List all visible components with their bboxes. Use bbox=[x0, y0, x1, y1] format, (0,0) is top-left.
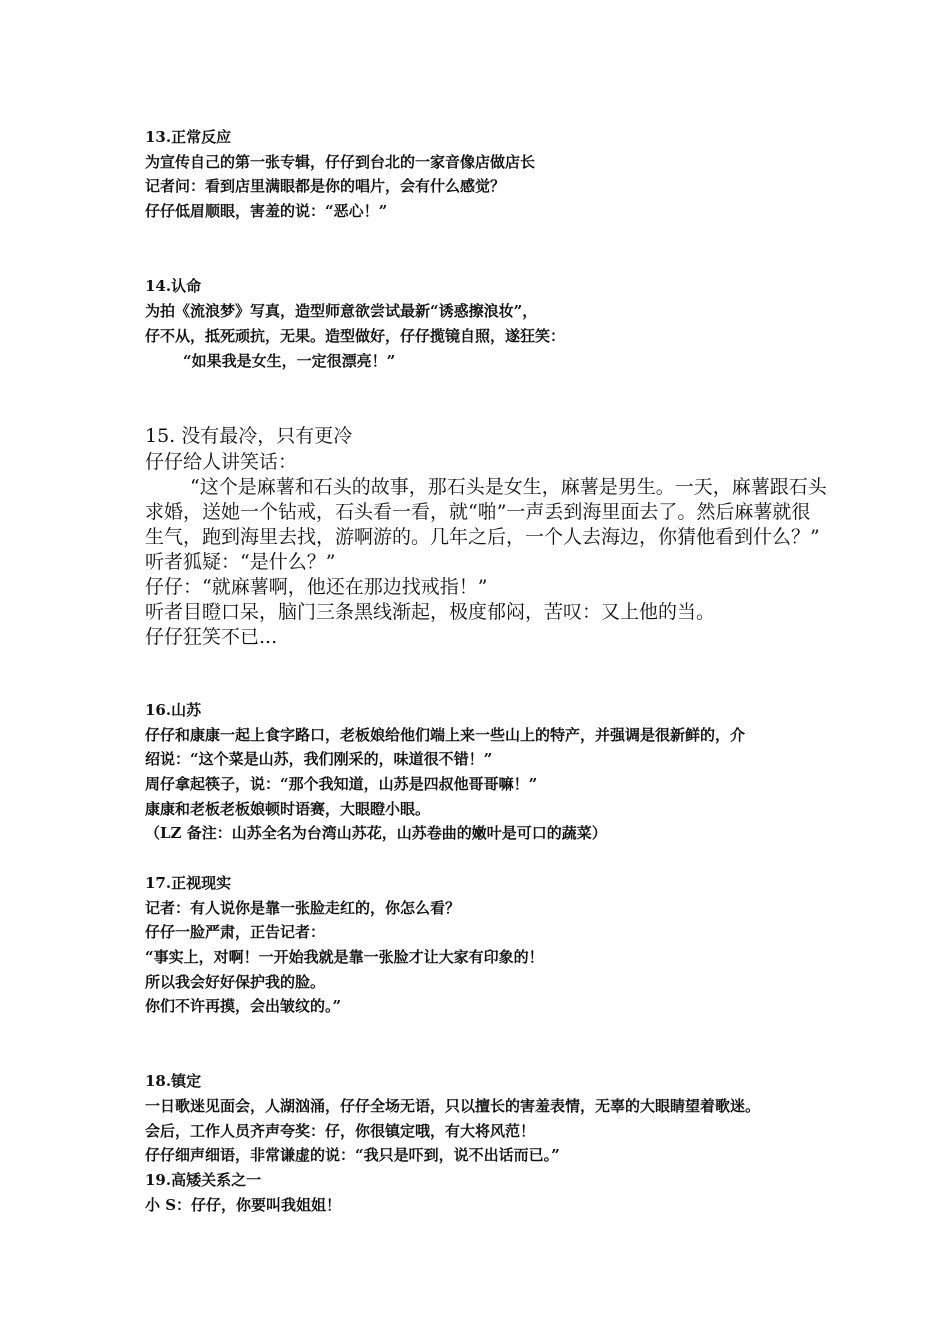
section-16-line-4: 康康和老板老板娘顿时语赛，大眼瞪小眼。 bbox=[145, 800, 431, 818]
section-15-line-3: 求婚，送她一个钻戒，石头看一看，就“啪”一声丢到海里面去了。然后麻薯就很 bbox=[145, 501, 811, 523]
section-19-title: 19.高矮关系之一 bbox=[145, 1171, 262, 1189]
section-13-line-1: 为宣传自己的第一张专辑，仔仔到台北的一家音像店做店长 bbox=[145, 153, 536, 171]
section-17-line-5: 你们不许再摸，会出皱纹的。” bbox=[145, 997, 342, 1015]
section-17-line-1: 记者：有人说你是靠一张脸走红的，你怎么看？ bbox=[145, 899, 461, 917]
section-14-title: 14.认命 bbox=[145, 277, 202, 295]
section-16-title: 16.山苏 bbox=[145, 701, 202, 719]
section-19-line-1: 小 S：仔仔，你要叫我姐姐！ bbox=[145, 1196, 342, 1214]
section-16-line-2: 绍说：“这个菜是山苏，我们刚采的，味道很不错！” bbox=[145, 750, 493, 768]
section-17-title: 17.正视现实 bbox=[145, 874, 232, 892]
section-18-line-3: 仔仔细声细语，非常谦虚的说：“我只是吓到，说不出话而已。” bbox=[145, 1146, 560, 1164]
section-16-line-5: （LZ 备注：山苏全名为台湾山苏花，山苏卷曲的嫩叶是可口的蔬菜） bbox=[145, 824, 607, 842]
section-13-line-3: 仔仔低眉顺眼，害羞的说：“恶心！” bbox=[145, 202, 388, 220]
section-17-line-4: 所以我会好好保护我的脸。 bbox=[145, 973, 326, 991]
section-15-title: 15. 没有最冷，只有更冷 bbox=[145, 425, 353, 447]
section-15-line-7: 听者目瞪口呆，脑门三条黑线渐起，极度郁闷，苦叹：又上他的当。 bbox=[145, 601, 716, 623]
section-16-line-3: 周仔拿起筷子，说：“那个我知道，山苏是四叔他哥哥嘛！” bbox=[145, 775, 538, 793]
section-15-line-2: “这个是麻薯和石头的故事，那石头是女生，麻薯是男生。一天，麻薯跟石头 bbox=[190, 476, 827, 498]
section-15-line-5: 听者狐疑：“是什么？” bbox=[145, 551, 336, 573]
section-14-line-2: 仔不从，抵死顽抗，无果。造型做好，仔仔揽镜自照，遂狂笑： bbox=[145, 327, 566, 345]
section-15-line-6: 仔仔：“就麻薯啊，他还在那边找戒指！” bbox=[145, 576, 488, 598]
section-18-title: 18.镇定 bbox=[145, 1072, 202, 1090]
section-17-line-2: 仔仔一脸严肃，正告记者： bbox=[145, 923, 326, 941]
section-15-line-4: 生气，跑到海里去找，游啊游的。几年之后，一个人去海边，你猜他看到什么？” bbox=[145, 526, 820, 548]
section-14-line-3: “如果我是女生，一定很漂亮！” bbox=[183, 352, 396, 370]
section-13-line-2: 记者问：看到店里满眼都是你的唱片，会有什么感觉？ bbox=[145, 177, 506, 195]
section-18-line-2: 会后，工作人员齐声夸奖：仔，你很镇定哦，有大将风范！ bbox=[145, 1122, 536, 1140]
section-15-line-1: 仔仔给人讲笑话： bbox=[145, 451, 298, 473]
section-16-line-1: 仔仔和康康一起上食字路口，老板娘给他们端上来一些山上的特产，并强调是很新鲜的，介 bbox=[145, 726, 746, 744]
section-15-line-8: 仔仔狂笑不已... bbox=[145, 626, 278, 648]
section-17-line-3: “事实上，对啊！一开始我就是靠一张脸才让大家有印象的！ bbox=[145, 948, 544, 966]
section-14-line-1: 为拍《流浪梦》写真，造型师意欲尝试最新“诱惑擦浪妆”， bbox=[145, 302, 538, 320]
section-18-line-1: 一日歌迷见面会，人湖汹涌，仔仔全场无语，只以擅长的害羞表情，无辜的大眼睛望着歌迷。 bbox=[145, 1097, 761, 1115]
section-13-title: 13.正常反应 bbox=[145, 128, 232, 146]
